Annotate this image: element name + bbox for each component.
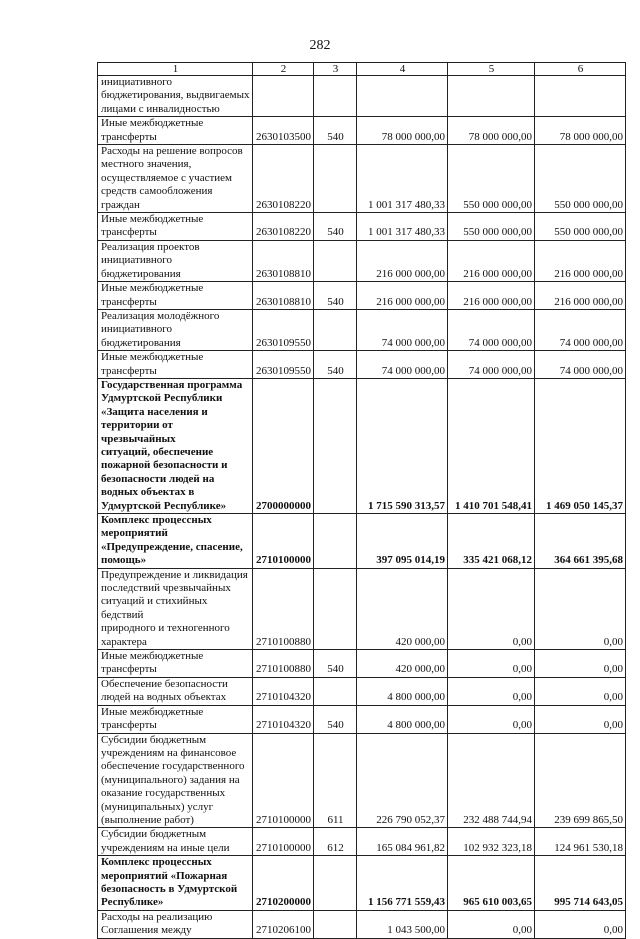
row-code-cell: 2630109550 xyxy=(253,309,314,350)
row-code-cell: 2630108810 xyxy=(253,240,314,281)
row-code-cell: 2710100000 xyxy=(253,828,314,856)
row-amount-year1-cell: 4 800 000,00 xyxy=(357,677,448,705)
row-name-cell: Комплекс процессных мероприятий «Пожарная безопасность в Удмуртской Республике» xyxy=(98,856,253,911)
row-amount-year2-cell: 216 000 000,00 xyxy=(448,282,535,310)
row-expense-type-cell: 540 xyxy=(314,282,357,310)
row-amount-year3-cell: 995 714 643,05 xyxy=(535,856,626,911)
row-expense-type-cell xyxy=(314,677,357,705)
row-code-cell: 2630108810 xyxy=(253,282,314,310)
row-amount-year2-cell: 550 000 000,00 xyxy=(448,213,535,241)
table-row xyxy=(98,910,626,938)
row-amount-year3-cell: 550 000 000,00 xyxy=(535,145,626,213)
row-code-cell: 2710100000 xyxy=(253,733,314,828)
row-amount-year3-cell: 0,00 xyxy=(535,677,626,705)
row-amount-year1-cell: 74 000 000,00 xyxy=(357,309,448,350)
row-name-cell: Иные межбюджетные трансферты xyxy=(98,705,253,733)
row-amount-year3-cell: 216 000 000,00 xyxy=(535,240,626,281)
row-amount-year3-cell xyxy=(535,76,626,117)
row-expense-type-cell: 540 xyxy=(314,650,357,678)
row-amount-year1-cell: 420 000,00 xyxy=(357,650,448,678)
row-amount-year2-cell: 0,00 xyxy=(448,705,535,733)
column-header: 3 xyxy=(314,63,357,76)
table-row xyxy=(98,856,626,911)
row-amount-year2-cell: 74 000 000,00 xyxy=(448,351,535,379)
row-amount-year2-cell: 232 488 744,94 xyxy=(448,733,535,828)
row-name-cell: Реализация молодёжного инициативного бюджетирования xyxy=(98,309,253,350)
row-name-cell: Государственная программа Удмуртской Республики «Защита населения и территории от чрезвычайных ситуаций, обеспечение пожарной безопасности и безопасности людей на водных объектах в Удмуртской Республике» xyxy=(98,378,253,513)
row-name-cell: Комплекс процессных мероприятий «Предупреждение, спасение, помощь» xyxy=(98,514,253,569)
row-name-cell: Реализация проектов инициативного бюджетирования xyxy=(98,240,253,281)
row-expense-type-cell: 540 xyxy=(314,213,357,241)
row-expense-type-cell: 540 xyxy=(314,117,357,145)
row-expense-type-cell xyxy=(314,856,357,911)
row-amount-year3-cell: 0,00 xyxy=(535,650,626,678)
row-amount-year2-cell: 78 000 000,00 xyxy=(448,117,535,145)
row-amount-year2-cell: 102 932 323,18 xyxy=(448,828,535,856)
table-row xyxy=(98,705,626,733)
row-amount-year1-cell: 1 156 771 559,43 xyxy=(357,856,448,911)
row-amount-year3-cell: 550 000 000,00 xyxy=(535,213,626,241)
table-row xyxy=(98,282,626,310)
row-amount-year1-cell: 216 000 000,00 xyxy=(357,240,448,281)
row-expense-type-cell: 611 xyxy=(314,733,357,828)
row-name-cell: Иные межбюджетные трансферты xyxy=(98,213,253,241)
row-amount-year1-cell xyxy=(357,76,448,117)
row-amount-year2-cell: 74 000 000,00 xyxy=(448,309,535,350)
row-code-cell: 2710100880 xyxy=(253,650,314,678)
column-header: 5 xyxy=(448,63,535,76)
row-amount-year1-cell: 216 000 000,00 xyxy=(357,282,448,310)
column-header: 1 xyxy=(98,63,253,76)
row-amount-year1-cell: 420 000,00 xyxy=(357,568,448,649)
row-name-cell: Предупреждение и ликвидация последствий чрезвычайных ситуаций и стихийных бедствий природного и техногенного характера xyxy=(98,568,253,649)
row-name-cell: инициативного бюджетирования, выдвигаемых лицами с инвалидностью xyxy=(98,76,253,117)
row-amount-year3-cell: 364 661 395,68 xyxy=(535,514,626,569)
table-row xyxy=(98,514,626,569)
table-row xyxy=(98,145,626,213)
row-amount-year1-cell: 74 000 000,00 xyxy=(357,351,448,379)
row-name-cell: Иные межбюджетные трансферты xyxy=(98,117,253,145)
table-row xyxy=(98,351,626,379)
table-row xyxy=(98,213,626,241)
row-amount-year1-cell: 1 715 590 313,57 xyxy=(357,378,448,513)
column-header: 2 xyxy=(253,63,314,76)
row-expense-type-cell xyxy=(314,378,357,513)
table-row xyxy=(98,650,626,678)
row-amount-year3-cell: 78 000 000,00 xyxy=(535,117,626,145)
row-amount-year1-cell: 165 084 961,82 xyxy=(357,828,448,856)
row-code-cell: 2630109550 xyxy=(253,351,314,379)
table-row xyxy=(98,378,626,513)
row-amount-year3-cell: 239 699 865,50 xyxy=(535,733,626,828)
row-expense-type-cell xyxy=(314,145,357,213)
row-amount-year1-cell: 1 043 500,00 xyxy=(357,910,448,938)
row-name-cell: Обеспечение безопасности людей на водных объектах xyxy=(98,677,253,705)
row-amount-year3-cell: 0,00 xyxy=(535,910,626,938)
table-header-row xyxy=(98,63,626,76)
row-amount-year2-cell xyxy=(448,76,535,117)
row-amount-year2-cell: 0,00 xyxy=(448,677,535,705)
table-row xyxy=(98,117,626,145)
row-name-cell: Расходы на решение вопросов местного значения, осуществляемое с участием средств самообложения граждан xyxy=(98,145,253,213)
row-name-cell: Субсидии бюджетным учреждениям на иные цели xyxy=(98,828,253,856)
row-expense-type-cell xyxy=(314,910,357,938)
row-expense-type-cell xyxy=(314,568,357,649)
row-expense-type-cell: 540 xyxy=(314,351,357,379)
row-amount-year2-cell: 335 421 068,12 xyxy=(448,514,535,569)
row-amount-year1-cell: 397 095 014,19 xyxy=(357,514,448,569)
row-amount-year1-cell: 1 001 317 480,33 xyxy=(357,145,448,213)
row-code-cell: 2710200000 xyxy=(253,856,314,911)
row-code-cell: 2710100880 xyxy=(253,568,314,649)
page-number: 282 xyxy=(309,38,331,53)
row-expense-type-cell: 612 xyxy=(314,828,357,856)
row-amount-year1-cell: 226 790 052,37 xyxy=(357,733,448,828)
row-code-cell xyxy=(253,76,314,117)
row-name-cell: Иные межбюджетные трансферты xyxy=(98,351,253,379)
row-code-cell: 2630103500 xyxy=(253,117,314,145)
row-amount-year3-cell: 0,00 xyxy=(535,705,626,733)
row-amount-year2-cell: 216 000 000,00 xyxy=(448,240,535,281)
row-code-cell: 2630108220 xyxy=(253,145,314,213)
row-amount-year2-cell: 0,00 xyxy=(448,568,535,649)
column-header: 6 xyxy=(535,63,626,76)
table-row xyxy=(98,733,626,828)
row-code-cell: 2700000000 xyxy=(253,378,314,513)
row-code-cell: 2710206100 xyxy=(253,910,314,938)
row-amount-year3-cell: 0,00 xyxy=(535,568,626,649)
row-amount-year3-cell: 74 000 000,00 xyxy=(535,309,626,350)
table-row xyxy=(98,76,626,117)
row-name-cell: Расходы на реализацию Соглашения между xyxy=(98,910,253,938)
row-expense-type-cell: 540 xyxy=(314,705,357,733)
table-row xyxy=(98,240,626,281)
row-amount-year3-cell: 124 961 530,18 xyxy=(535,828,626,856)
row-code-cell: 2710100000 xyxy=(253,514,314,569)
row-expense-type-cell xyxy=(314,240,357,281)
row-name-cell: Иные межбюджетные трансферты xyxy=(98,650,253,678)
row-amount-year3-cell: 74 000 000,00 xyxy=(535,351,626,379)
table-row xyxy=(98,677,626,705)
table-row xyxy=(98,828,626,856)
row-expense-type-cell xyxy=(314,514,357,569)
row-amount-year1-cell: 1 001 317 480,33 xyxy=(357,213,448,241)
table-row xyxy=(98,309,626,350)
row-amount-year2-cell: 0,00 xyxy=(448,650,535,678)
row-expense-type-cell xyxy=(314,309,357,350)
column-header: 4 xyxy=(357,63,448,76)
row-name-cell: Субсидии бюджетным учреждениям на финансовое обеспечение государственного (муниципального) задания на оказание государственных (муниципальных) услуг (выполнение работ) xyxy=(98,733,253,828)
row-code-cell: 2710104320 xyxy=(253,677,314,705)
budget-table xyxy=(97,62,626,939)
row-amount-year2-cell: 965 610 003,65 xyxy=(448,856,535,911)
row-amount-year3-cell: 1 469 050 145,37 xyxy=(535,378,626,513)
row-name-cell: Иные межбюджетные трансферты xyxy=(98,282,253,310)
row-amount-year1-cell: 4 800 000,00 xyxy=(357,705,448,733)
row-amount-year3-cell: 216 000 000,00 xyxy=(535,282,626,310)
row-amount-year2-cell: 550 000 000,00 xyxy=(448,145,535,213)
row-amount-year2-cell: 1 410 701 548,41 xyxy=(448,378,535,513)
row-expense-type-cell xyxy=(314,76,357,117)
table-row xyxy=(98,568,626,649)
row-code-cell: 2710104320 xyxy=(253,705,314,733)
row-amount-year2-cell: 0,00 xyxy=(448,910,535,938)
row-code-cell: 2630108220 xyxy=(253,213,314,241)
row-amount-year1-cell: 78 000 000,00 xyxy=(357,117,448,145)
